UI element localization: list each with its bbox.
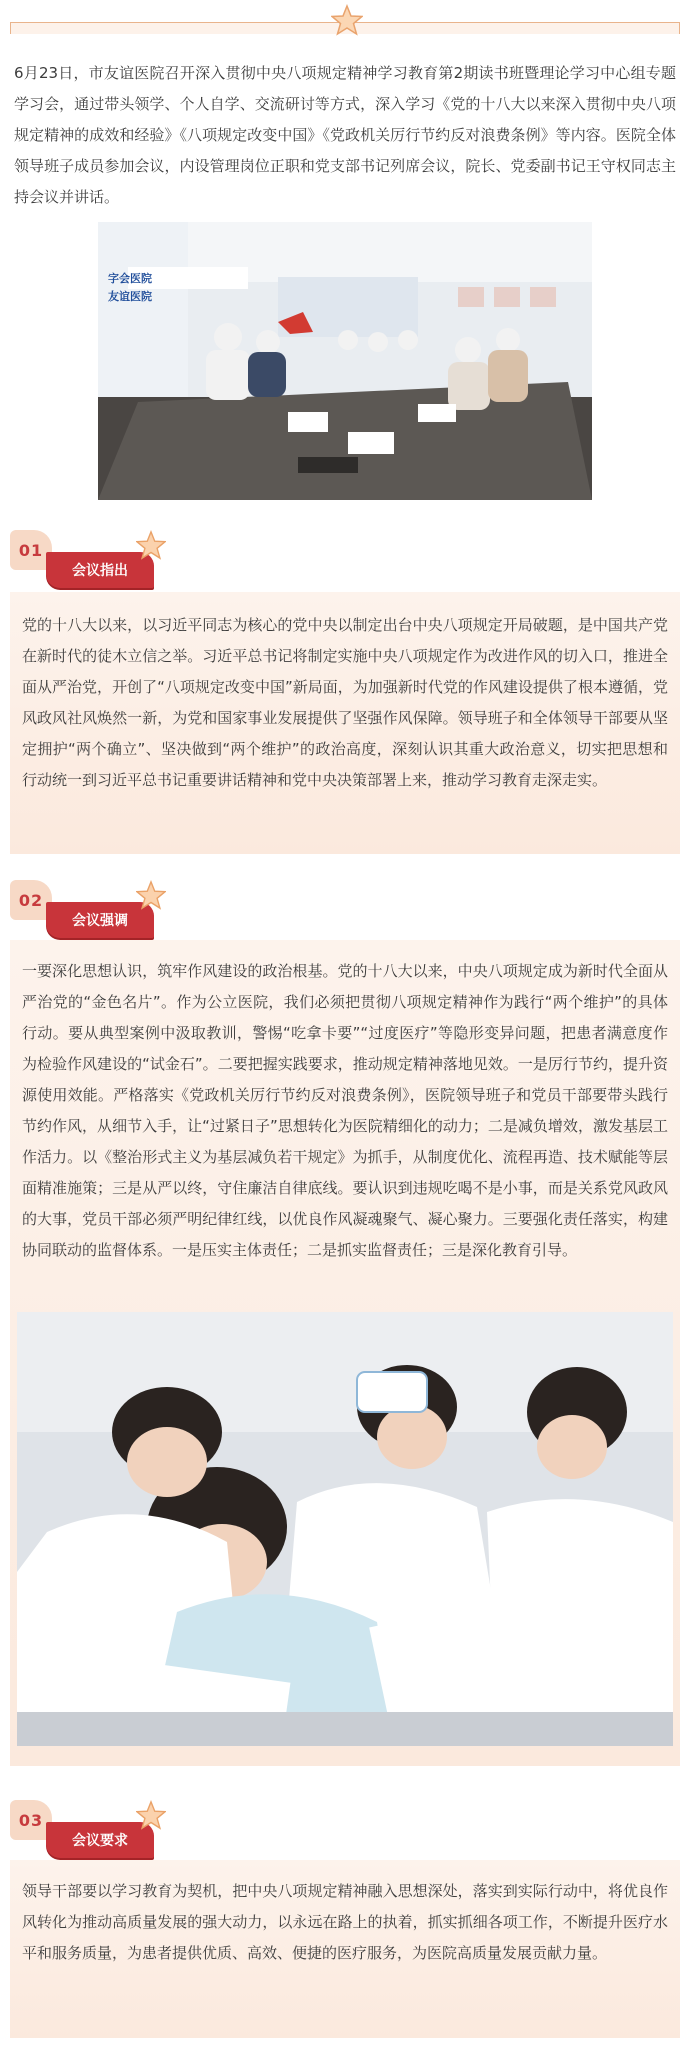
section-header-02 — [10, 880, 210, 944]
section-header-03 — [10, 1800, 210, 1864]
section-paragraph: 领导干部要以学习教育为契机，把中央八项规定精神融入思想深处，落实到实际行动中，将优良作风转化为推动高质量发展的强大动力，以永远在路上的执着，抓实抓细各项工作，不断提升医疗水平和服务质量，为患者提供优质、高效、便捷的医疗服务，为医院高质量发展贡献力量。 — [22, 1882, 668, 1962]
staff-notes-photo — [17, 1312, 673, 1746]
section-number: 01 — [10, 530, 52, 570]
star-icon — [136, 530, 166, 560]
section-paragraph: 党的十八大以来，以习近平同志为核心的党中央以制定出台中央八项规定开局破题，是中国共产党在新时代的徒木立信之举。习近平总书记将制定实施中央八项规定作为改进作风的切入口，推进全面从严治党，开创了“八项规定改变中国”新局面，为加强新时代党的作风建设提供了根本遵循，党风政风社风焕然一新，为党和国家事业发展提供了坚强作风保障。领导班子和全体领导干部要从坚定拥护“两个确立”、坚决做到“两个维护”的政治高度，深刻认识其重大政治意义，切实把思想和行动统一到习近平总书记重要讲话精神和党中央决策部署上来，推动学习教育走深走实。 — [22, 616, 668, 789]
top-decoration — [10, 12, 680, 34]
section-header-01 — [10, 530, 210, 594]
section-title: 会议强调 — [46, 902, 154, 938]
section-number: 02 — [10, 880, 52, 920]
star-icon — [331, 4, 363, 36]
section-title: 会议要求 — [46, 1822, 154, 1858]
meeting-photo — [98, 222, 592, 500]
star-icon — [136, 880, 166, 910]
hospital-sign-text: 字会医院 友谊医院 — [108, 272, 152, 303]
section-panel-01 — [10, 592, 680, 854]
section-panel-03 — [10, 1860, 680, 2038]
section-paragraph: 一要深化思想认识，筑牢作风建设的政治根基。党的十八大以来，中央八项规定成为新时代全面从严治党的“金色名片”。作为公立医院，我们必须把贯彻八项规定精神作为践行“两个维护”的具体行动。要从典型案例中汲取教训，警惕“吃拿卡要”“过度医疗”等隐形变异问题，把患者满意度作为检验作风建设的“试金石”。二要把握实践要求，推动规定精神落地见效。一是厉行节约，提升资源使用效能。严格落实《党政机关厉行节约反对浪费条例》，医院领导班子和党员干部要带头践行节约作风，从细节入手，让“过紧日子”思想转化为医院精细化的动力；二是减负增效，激发基层工作活力。以《整治形式主义为基层减负若干规定》为抓手，从制度优化、流程再造、技术赋能等层面精准施策；三是从严以终，守住廉洁自律底线。要认识到违规吃喝不是小事，而是关系党风政风的大事，党员干部必须严明纪律红线，以优良作风凝魂聚气、凝心聚力。三要强化责任落实，构建协同联动的监督体系。一是压实主体责任；二是抓实监督责任；三是深化教育引导。 — [22, 962, 668, 1259]
section-number: 03 — [10, 1800, 52, 1840]
intro-paragraph: 6月23日，市友谊医院召开深入贯彻中央八项规定精神学习教育第2期读书班暨理论学习中心组专题学习会，通过带头领学、个人自学、交流研讨等方式，深入学习《党的十八大以来深入贯彻中央八项规定精神的成效和经验》《八项规定改变中国》《党政机关厉行节约反对浪费条例》等内容。医院全体领导班子成员参加会议，内设管理岗位正职和党支部书记列席会议，院长、党委副书记王守权同志主持会议并讲话。 — [14, 64, 676, 206]
star-icon — [136, 1800, 166, 1830]
section-title: 会议指出 — [46, 552, 154, 588]
